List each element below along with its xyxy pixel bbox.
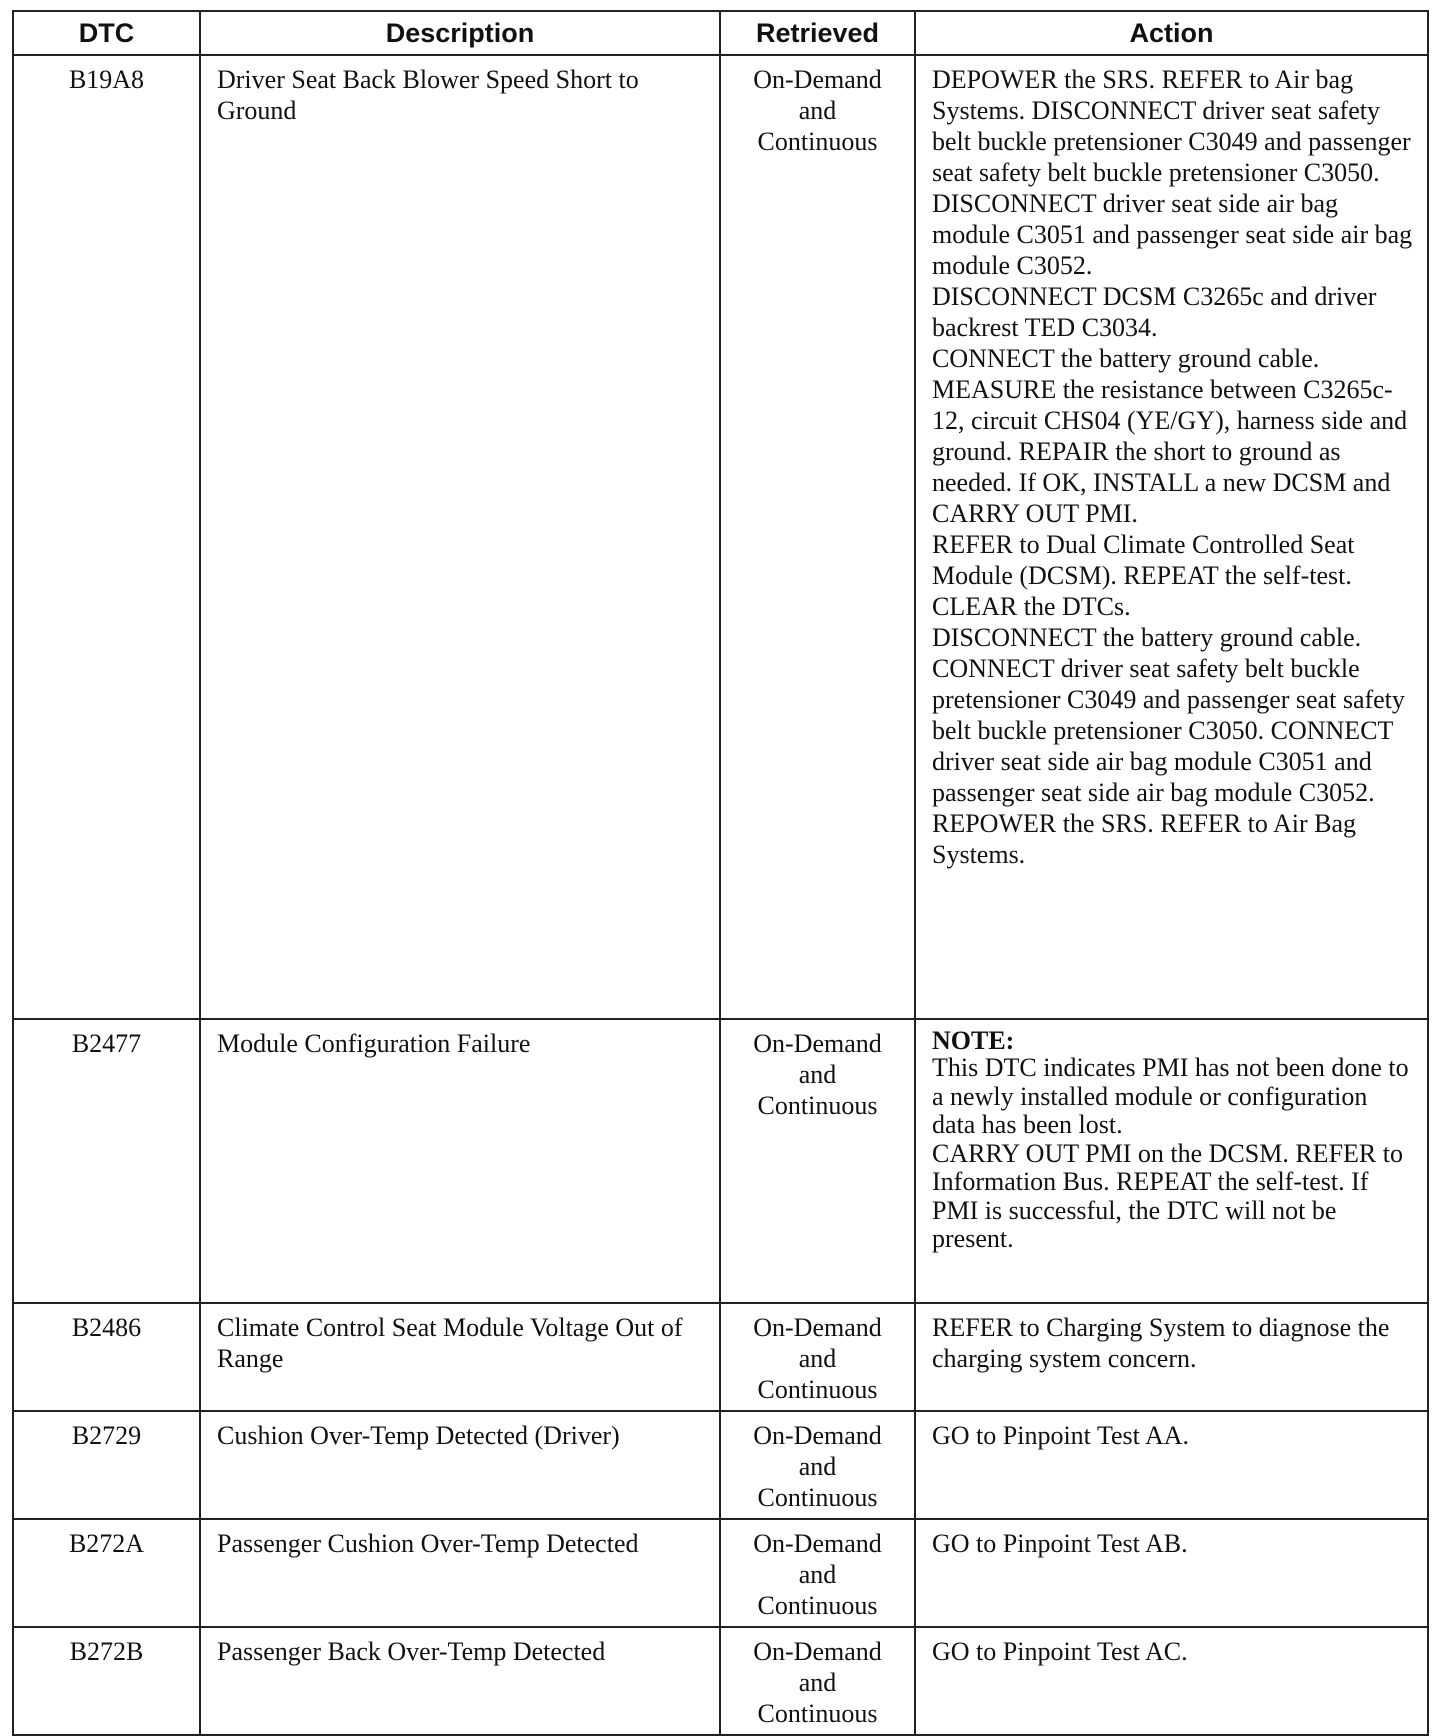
retrieved-line: Continuous	[757, 1699, 878, 1728]
dtc-description: Module Configuration Failure	[200, 1019, 720, 1303]
header-retrieved: Retrieved	[720, 11, 915, 55]
action-step: DEPOWER the SRS. REFER to Air bag Systems. DISCONNECT driver seat safety belt buckle pretensioner C3049 and passenger seat safety belt buckle pretensioner C3050. DISCONNECT driver seat side air bag module C3051 and passenger seat side air bag module C3052.	[932, 65, 1413, 280]
retrieved-line: and	[798, 1452, 837, 1481]
retrieved-line: On-Demand	[753, 65, 882, 94]
table-row	[13, 1411, 1428, 1519]
table-row	[13, 1019, 1428, 1303]
action-cell	[915, 1019, 1428, 1303]
retrieved-cell	[720, 1627, 915, 1735]
note-label: NOTE:	[932, 1026, 1015, 1055]
retrieved-line: Continuous	[757, 127, 878, 156]
retrieved-line: Continuous	[757, 1483, 878, 1512]
action-cell	[915, 1303, 1428, 1411]
retrieved-cell	[720, 1411, 915, 1519]
table-row	[13, 1303, 1428, 1411]
dtc-description: Passenger Cushion Over-Temp Detected	[200, 1519, 720, 1627]
action-step: REFER to Charging System to diagnose the charging system concern.	[932, 1313, 1390, 1373]
action-step: GO to Pinpoint Test AC.	[932, 1637, 1188, 1666]
dtc-description: Climate Control Seat Module Voltage Out of Range	[200, 1303, 720, 1411]
retrieved-cell	[720, 1019, 915, 1303]
retrieved-line: On-Demand	[753, 1529, 882, 1558]
note-text: This DTC indicates PMI has not been done to a newly installed module or configuration data has been lost.	[932, 1053, 1409, 1139]
retrieved-line: Continuous	[757, 1375, 878, 1404]
header-row	[13, 11, 1428, 55]
retrieved-line: and	[798, 1560, 837, 1589]
action-step: GO to Pinpoint Test AB.	[932, 1529, 1188, 1558]
retrieved-cell	[720, 55, 915, 1019]
action-cell	[915, 1411, 1428, 1519]
retrieved-line: Continuous	[757, 1091, 878, 1120]
dtc-description: Cushion Over-Temp Detected (Driver)	[200, 1411, 720, 1519]
dtc-description: Driver Seat Back Blower Speed Short to Ground	[200, 55, 720, 1019]
action-step: REFER to Dual Climate Controlled Seat Module (DCSM). REPEAT the self-test. CLEAR the DTCs.	[932, 530, 1355, 621]
retrieved-line: and	[798, 1668, 837, 1697]
dtc-code: B272A	[13, 1519, 200, 1627]
header-description: Description	[200, 11, 720, 55]
dtc-code: B2729	[13, 1411, 200, 1519]
dtc-code: B272B	[13, 1627, 200, 1735]
action-cell	[915, 1519, 1428, 1627]
table-row	[13, 55, 1428, 1019]
action-cell	[915, 1627, 1428, 1735]
table-row	[13, 1519, 1428, 1627]
retrieved-line: Continuous	[757, 1591, 878, 1620]
retrieved-cell	[720, 1519, 915, 1627]
table-body	[13, 55, 1428, 1735]
dtc-description: Passenger Back Over-Temp Detected	[200, 1627, 720, 1735]
dtc-table	[12, 10, 1429, 1736]
dtc-code: B2486	[13, 1303, 200, 1411]
table-header	[13, 11, 1428, 55]
retrieved-line: and	[798, 1060, 837, 1089]
action-cell	[915, 55, 1428, 1019]
action-step: DISCONNECT the battery ground cable. CONNECT driver seat safety belt buckle pretensioner C3049 and passenger seat safety belt buckle pretensioner C3050. CONNECT driver seat side air bag module C3051 and passenger seat side air bag module C3052. REPOWER the SRS. REFER to Air Bag Systems.	[932, 623, 1405, 869]
retrieved-line: and	[798, 1344, 837, 1373]
retrieved-line: On-Demand	[753, 1421, 882, 1450]
retrieved-line: and	[798, 96, 837, 125]
retrieved-cell	[720, 1303, 915, 1411]
table-row	[13, 1627, 1428, 1735]
action-step: CONNECT the battery ground cable. MEASURE the resistance between C3265c-12, circuit CHS04 (YE/GY), harness side and ground. REPAIR the short to ground as needed. If OK, INSTALL a new DCSM and CARRY OUT PMI.	[932, 344, 1408, 528]
retrieved-line: On-Demand	[753, 1313, 882, 1342]
retrieved-line: On-Demand	[753, 1029, 882, 1058]
action-step: GO to Pinpoint Test AA.	[932, 1421, 1190, 1450]
retrieved-line: On-Demand	[753, 1637, 882, 1666]
action-step: DISCONNECT DCSM C3265c and driver backrest TED C3034.	[932, 282, 1377, 342]
action-step: CARRY OUT PMI on the DCSM. REFER to Information Bus. REPEAT the self-test. If PMI is successful, the DTC will not be present.	[932, 1138, 1403, 1253]
header-action: Action	[915, 11, 1428, 55]
dtc-code: B2477	[13, 1019, 200, 1303]
dtc-code: B19A8	[13, 55, 200, 1019]
header-dtc: DTC	[13, 11, 200, 55]
